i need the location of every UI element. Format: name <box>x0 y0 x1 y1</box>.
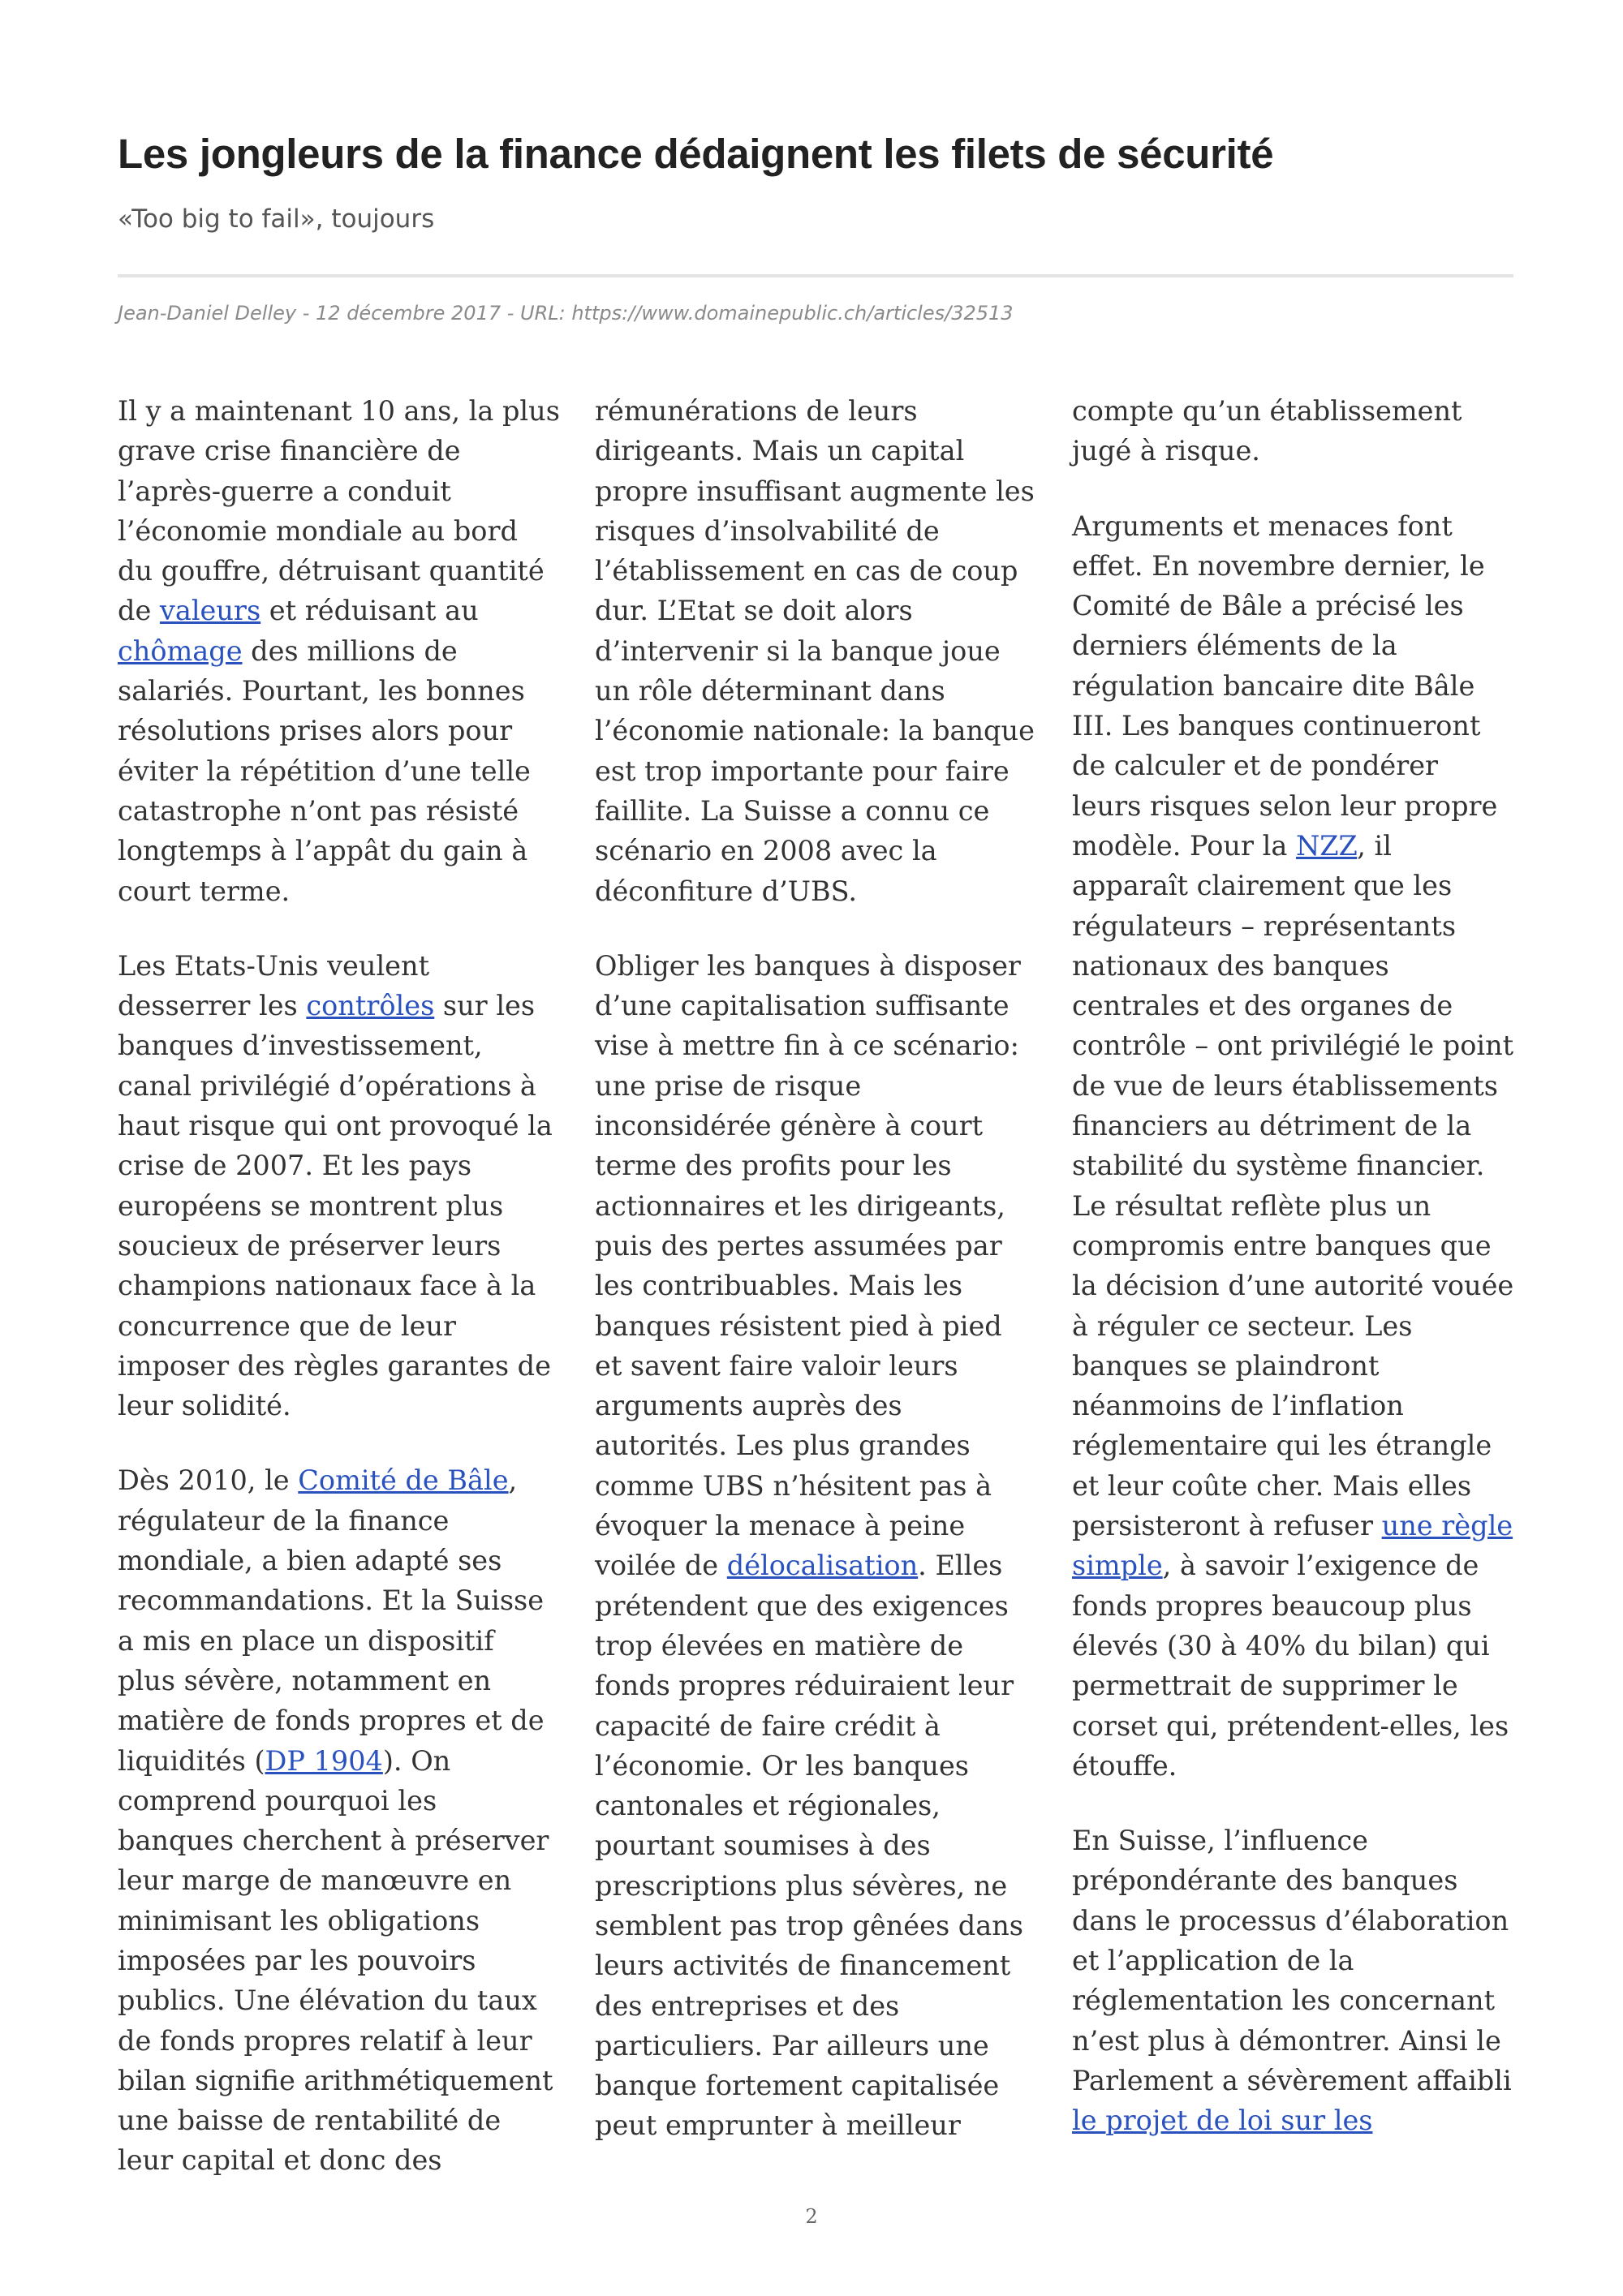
link-controles[interactable]: contrôles <box>306 990 435 1022</box>
text-column-1 <box>118 391 560 2216</box>
link-une-regle-simple[interactable]: une règle simple <box>1072 1510 1513 1582</box>
link-valeurs[interactable]: valeurs <box>159 595 261 627</box>
article-title: Les jongleurs de la finance dédaignent les filets de sécurité <box>118 131 1274 177</box>
page-number: 2 <box>805 2205 818 2228</box>
paragraph <box>118 391 560 911</box>
text-run: . Elles prétendent que des exigences trop élevées en matière de fonds propres réduiraient leur capacité de faire crédit à l’économie. Or les banques cantonales et régionales, pourtant soumises à des prescriptions plus sévères, ne semblent pas trop gênées dans leurs activités de financement des entreprises et des particuliers. Par ailleurs une banque fortement capitalisée peut emprunter à meilleur <box>595 1550 1023 2142</box>
article-subtitle: «Too big to fail», toujours <box>118 204 435 234</box>
link-delocalisation[interactable]: délocalisation <box>726 1550 919 1582</box>
text-run: ). On comprend pourquoi les banques cherchent à préserver leur marge de manœuvre en minimisant les obligations imposées par les pouvoirs publics. Une élévation du taux de fonds propres relatif à leur bilan signifie arithmétiquement une baisse de rentabilité de leur capital et donc des <box>118 1744 553 2177</box>
link-dp-1904[interactable]: DP 1904 <box>265 1744 383 1777</box>
text-run: Les Etats-Unis veulent desserrer les <box>118 949 430 1022</box>
link-projet-de-loi[interactable]: le projet de loi sur les <box>1072 2105 1373 2137</box>
text-run: Obliger les banques à disposer d’une capitalisation suffisante vise à mettre fin à ce scénario: une prise de risque inconsidérée génère à court terme des profits pour les actionnaires et les dirigeants, puis des pertes assumées par les contribuables. Mais les banques résistent pied à pied et savent faire valoir leurs arguments auprès des autorités. Les plus grandes comme UBS n’hésitent pas à évoquer la menace à peine voilée de <box>595 949 1021 1582</box>
text-column-3 <box>1072 391 1514 2175</box>
text-run: Il y a maintenant 10 ans, la plus grave crise financière de l’après-guerre a conduit l’économie mondiale au bord du gouffre, détruisant quantité de <box>118 395 560 627</box>
link-comite-de-bale[interactable]: Comité de Bâle <box>298 1464 509 1497</box>
paragraph <box>1072 506 1514 1786</box>
text-run: Arguments et menaces font effet. En novembre dernier, le Comité de Bâle a précisé les derniers éléments de la régulation bancaire dite Bâle III. Les banques continueront de calculer et de pondérer leurs risques selon leur propre modèle. Pour la <box>1072 510 1498 862</box>
paragraph <box>118 946 560 1426</box>
header-divider <box>118 274 1513 277</box>
paragraph <box>1072 1821 1514 2140</box>
paragraph <box>595 946 1037 2146</box>
link-chomage[interactable]: chômage <box>118 634 243 667</box>
text-run: sur les banques d’investissement, canal privilégié d’opérations à haut risque qui ont provoqué la crise de 2007. Et les pays européens se montrent plus soucieux de préserver leurs champions nationaux face à la concurrence que de leur imposer des règles garantes de leur solidité. <box>118 990 553 1422</box>
article-meta: Jean-Daniel Delley - 12 décembre 2017 - URL: https://www.domainepublic.ch/articles/32513 <box>118 302 1014 325</box>
text-run: et réduisant au <box>260 595 479 627</box>
text-run: En Suisse, l’influence prépondérante des banques dans le processus d’élaboration et l’application de la réglementation les concernant n’est plus à démontrer. Ainsi le Parlement a sévèrement affaibli <box>1072 1825 1512 2096</box>
text-run: , à savoir l’exigence de fonds propres beaucoup plus élevés (30 à 40% du bilan) qui permettrait de supprimer le corset qui, prétendent-elles, les étouffe. <box>1072 1550 1509 1782</box>
link-nzz[interactable]: NZZ <box>1295 829 1358 862</box>
paragraph: compte qu’un établissement jugé à risque. <box>1072 395 1462 467</box>
text-run: Dès 2010, le <box>118 1464 299 1497</box>
text-run: des millions de salariés. Pourtant, les bonnes résolutions prises alors pour éviter la répétition d’une telle catastrophe n’ont pas résisté longtemps à l’appât du gain à court terme. <box>118 634 531 907</box>
paragraph: rémunérations de leurs dirigeants. Mais un capital propre insuffisant augmente les risques d’insolvabilité de l’établissement en cas de coup dur. L’Etat se doit alors d’intervenir si la banque joue un rôle déterminant dans l’économie nationale: la banque est trop importante pour faire faillite. La Suisse a connu ce scénario en 2008 avec la déconfiture d’UBS. <box>595 395 1035 907</box>
paragraph <box>118 1460 560 2180</box>
text-run: , il apparaît clairement que les régulateurs – représentants nationaux des banques centrales et des organes de contrôle – ont privilégié le point de vue de leurs établissements financiers au détriment de la stabilité du système financier. Le résultat reflète plus un compromis entre banques que la décision d’une autorité vouée à réguler ce secteur. Les banques se plaindront néanmoins de l’inflation réglementaire qui les étrangle et leur coûte cher. Mais elles persisteront à refuser <box>1072 829 1514 1542</box>
text-run: , régulateur de la finance mondiale, a bien adapté ses recommandations. Et la Suisse a mis en place un dispositif plus sévère, notamment en matière de fonds propres et de liquidités ( <box>118 1464 545 1777</box>
text-column-2 <box>595 391 1037 2181</box>
